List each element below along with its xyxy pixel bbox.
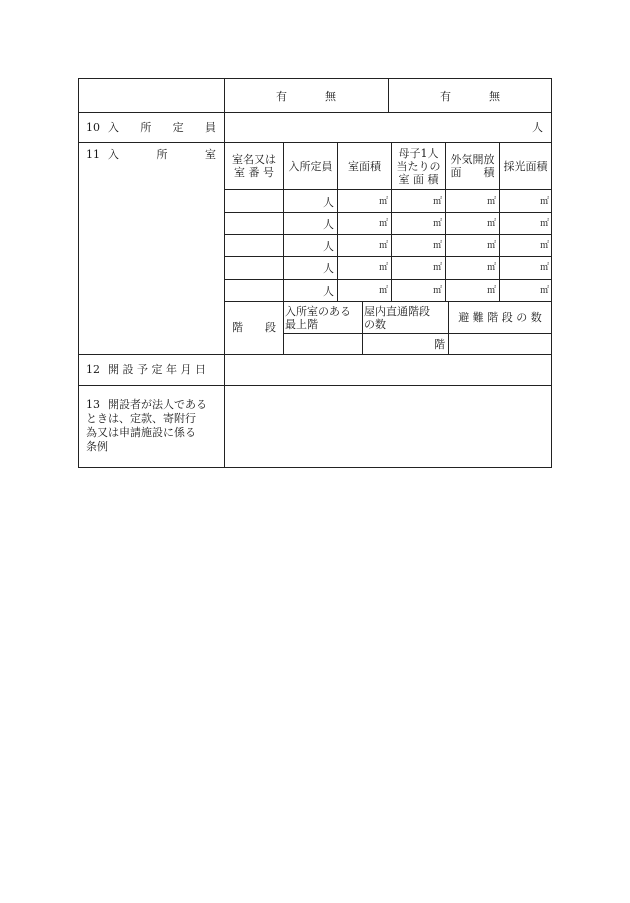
row10-label-char: 員 [204, 121, 216, 134]
header-per-person-area [392, 143, 445, 189]
top-floor-label-line: 入所室のある [285, 305, 351, 318]
header-per-person-line: 室 面 積 [398, 172, 439, 186]
header-lighting-area: 採光面積 [503, 159, 548, 173]
stairs-label-char: 段 [265, 321, 276, 334]
option-yes-2: 有 [440, 90, 451, 103]
option-no-1: 無 [325, 90, 336, 103]
row13-number: 13 [86, 398, 100, 411]
header-room-name-line: 室名又は [232, 153, 276, 166]
row10-label-char: 入 [108, 121, 119, 134]
row12-number: 12 [86, 363, 100, 376]
top-floor-unit: 階 [434, 338, 445, 351]
row13-label-line: 為又は申請施設に係る [86, 426, 196, 439]
form-border-top [78, 78, 552, 79]
room-capacity-unit: 人 [323, 285, 334, 298]
header-ventilation-area [446, 143, 499, 189]
row13-label-line: ときは、定款、寄附行 [86, 412, 196, 425]
row13-label-line: 条例 [86, 440, 108, 453]
row10-capacity-unit: 人 [532, 121, 543, 134]
per-person-area-unit: ㎡ [432, 263, 442, 273]
stairs-line [283, 333, 552, 334]
room-area-unit: ㎡ [378, 286, 388, 296]
room-capacity-unit: 人 [323, 262, 334, 275]
header-divider [388, 78, 389, 112]
label-column-divider [224, 78, 225, 468]
form-border-bottom [78, 467, 552, 468]
lighting-area-unit: ㎡ [539, 197, 549, 207]
row13-label-line: 開設者が法人である [108, 398, 207, 411]
header-room-area: 室面積 [348, 159, 381, 173]
room-table-line [224, 256, 552, 257]
form-border-left [78, 78, 79, 468]
per-person-area-unit: ㎡ [432, 241, 442, 251]
direct-stairs-label-line: の数 [364, 318, 386, 331]
stairs-label-char: 階 [232, 321, 243, 334]
direct-stairs-label [364, 305, 448, 331]
top-floor-label [285, 305, 363, 331]
header-per-person-line: 母子1人 [398, 146, 439, 160]
option-no-2: 無 [489, 90, 500, 103]
per-person-area-unit: ㎡ [432, 197, 442, 207]
ventilation-area-unit: ㎡ [486, 197, 496, 207]
room-area-unit: ㎡ [378, 241, 388, 251]
room-table-line [224, 189, 552, 190]
ventilation-area-unit: ㎡ [486, 219, 496, 229]
room-area-unit: ㎡ [378, 197, 388, 207]
row12-label: 開 設 予 定 年 月 日 [108, 363, 206, 376]
row10-number: 10 [86, 121, 100, 134]
evacuation-stairs-label: 避 難 階 段 の 数 [458, 311, 542, 324]
header-col1-options [276, 90, 336, 103]
header-per-person-line: 当たりの [396, 159, 441, 173]
form-border-right [551, 78, 552, 468]
room-capacity-unit: 人 [323, 218, 334, 231]
direct-stairs-label-line: 屋内直通階段 [364, 305, 430, 318]
header-col2-options [440, 90, 500, 103]
room-table-line [224, 279, 552, 280]
room-area-unit: ㎡ [378, 219, 388, 229]
top-floor-label-line: 最上階 [285, 318, 318, 331]
header-ventilation-line: 面 積 [450, 166, 495, 179]
application-form [78, 78, 552, 468]
per-person-area-unit: ㎡ [432, 286, 442, 296]
room-table-line [224, 212, 552, 213]
ventilation-area-unit: ㎡ [486, 263, 496, 273]
row11-label-char: 室 [205, 148, 216, 161]
per-person-area-unit: ㎡ [432, 219, 442, 229]
row11-label [108, 148, 216, 161]
header-room-name-line: 室 番 号 [234, 166, 274, 179]
stairs-label [232, 321, 276, 334]
row10-label [108, 121, 216, 134]
room-capacity-unit: 人 [323, 196, 334, 209]
header-capacity: 入所定員 [288, 159, 333, 173]
option-yes-1: 有 [276, 90, 287, 103]
lighting-area-unit: ㎡ [539, 219, 549, 229]
lighting-area-unit: ㎡ [539, 263, 549, 273]
room-table-line [224, 234, 552, 235]
row11-label-char: 所 [156, 148, 168, 161]
room-capacity-unit: 人 [323, 240, 334, 253]
row10-label-char: 所 [140, 121, 152, 134]
row-divider [78, 385, 552, 386]
row11-number: 11 [86, 148, 100, 161]
header-room-name [225, 143, 283, 189]
ventilation-area-unit: ㎡ [486, 286, 496, 296]
lighting-area-unit: ㎡ [539, 241, 549, 251]
row-divider [78, 354, 552, 355]
row13-label-cont [86, 412, 222, 454]
room-area-unit: ㎡ [378, 263, 388, 273]
ventilation-area-unit: ㎡ [486, 241, 496, 251]
row13-label [108, 398, 222, 412]
row10-label-char: 定 [172, 121, 184, 134]
row11-label-char: 入 [108, 148, 119, 161]
lighting-area-unit: ㎡ [539, 286, 549, 296]
row-divider [78, 112, 552, 113]
header-ventilation-line: 外気開放 [450, 153, 495, 166]
